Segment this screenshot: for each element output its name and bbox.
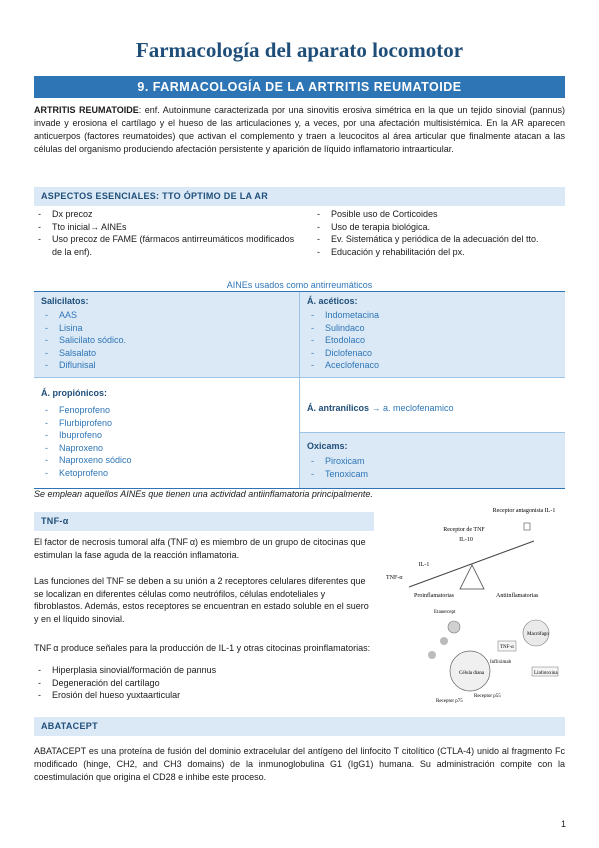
salicilatos-title: Salicilatos: <box>41 296 89 306</box>
list-item: - Ev. Sistemática y periódica de la adecuación del tto. <box>313 233 565 246</box>
diagram-label-p55: Receptor p55 <box>474 694 501 699</box>
table-divider <box>299 292 300 488</box>
tnf-paragraph-3: TNF α produce señales para la producción de IL-1 y otras citocinas proinflamatorias: <box>34 643 371 653</box>
intro-paragraph <box>34 104 565 156</box>
diagram-label-receptor-tnf: Receptor de TNF <box>443 527 485 533</box>
list-item: - Tenoxicam <box>307 468 558 481</box>
page-number: 1 <box>560 819 566 829</box>
list-item: - Flurbiprofeno <box>41 417 292 430</box>
arrow-icon: → <box>369 403 384 413</box>
antranilicos-cell <box>300 378 565 432</box>
oxicams-title: Oxicams: <box>307 441 348 451</box>
diagram-label-il10: IL-10 <box>459 537 473 543</box>
list-item: - Diclofenaco <box>307 347 558 360</box>
list-item: - Fenoprofeno <box>41 404 292 417</box>
list-item: - Uso precoz de FAME (fármacos antirreumáticos modificados de la enf). <box>34 233 296 258</box>
list-item: - Diflunisal <box>41 359 292 372</box>
list-item: - AAS <box>41 309 292 322</box>
diagram-label-proinflamatorias: Proinflamatorias <box>414 593 454 599</box>
receptor-icon <box>524 523 530 530</box>
list-item: - Dx precoz <box>34 208 296 221</box>
abatacept-paragraph: ABATACEPT es una proteína de fusión del dominio extracelular del antígeno del linfocito T citolítico (CTLA-4) unido al fragmento Fc modificado (hinge, CH2, and CH3 domains) de la inmunoglobulina G1 (IgG1) humana. Su administración compite con la coestimulación que origina el CD28 e inhibe este proceso. <box>34 746 565 782</box>
intro-term: ARTRITIS REUMATOIDE <box>34 105 139 115</box>
list-item: - Degeneración del cartílago <box>34 677 374 690</box>
aspectos-left-list <box>34 208 296 258</box>
diagram-label-infliximab: Infliximab <box>490 660 512 665</box>
intro-text: : enf. Autoinmune caracterizada por una sinovitis erosiva simétrica en la que un tejido sinovial (pannus) invade y erosiona el cartílago y el hueso de las articulaciones y, a veces, por una afectación multisistémica. En la AR aparecen anticuerpos (factores reumatoides) que activan el complemento y traen a leucocitos al área articular que finalmente atacan a las células del organismo produciendo afectación persistente y aparición de líquido inflamatorio intraarticular. <box>34 105 566 154</box>
aines-note: Se emplean aquellos AINEs que tienen una actividad antiinflamatoria principalmente. <box>34 489 373 499</box>
aines-table-title: AINEs usados como antirreumáticos <box>226 280 373 290</box>
antranilicos-value: a. meclofenamico <box>383 403 454 413</box>
aspectos-right-list <box>313 208 565 258</box>
salicilatos-cell <box>34 292 299 377</box>
diagram-label-tnfa: TNF-α <box>386 575 403 581</box>
diagram-label-macrofago: Macrófago <box>527 632 549 637</box>
list-item: - Ketoprofeno <box>41 467 292 480</box>
aceticos-cell <box>300 292 565 377</box>
aspectos-heading: ASPECTOS ESENCIALES: TTO ÓPTIMO DE LA AR <box>34 187 565 206</box>
list-item: - Tto inicial→ AINEs <box>34 221 296 234</box>
list-item: - Lisina <box>41 322 292 335</box>
list-item: - Indometacina <box>307 309 558 322</box>
list-item: - Etodolaco <box>307 334 558 347</box>
list-item: - Ibuprofeno <box>41 429 292 442</box>
antranilicos-title: Á. antranílicos <box>307 403 370 413</box>
aceticos-title: Á. acéticos: <box>307 296 358 306</box>
list-item: - Educación y rehabilitación del px. <box>313 246 565 259</box>
diagram-label-etanercept: Etanercept <box>434 610 456 615</box>
tnf-balance-diagram <box>384 503 564 703</box>
document-title: Farmacología del aparato locomotor <box>135 38 464 62</box>
receptor-icon <box>440 637 448 645</box>
diagram-label-tnf-small: TNF-α <box>500 645 514 650</box>
diagram-label-celula-diana: Célula diana <box>459 671 485 676</box>
list-item: - Naproxeno <box>41 442 292 455</box>
receptor-icon <box>428 651 436 659</box>
diagram-label-receptor-antagonista: Receptor antagonista IL-1 <box>492 508 556 514</box>
tnf-paragraph-1: El factor de necrosis tumoral alfa (TNF α) es miembro de un grupo de citocinas que estimulan la fase aguda de la reacción inflamatoria. <box>34 537 366 560</box>
list-item: - Erosión del hueso yuxtaarticular <box>34 689 374 702</box>
aines-table <box>34 291 565 489</box>
tnf-effects-list <box>34 664 374 702</box>
list-item: - Salsalato <box>41 347 292 360</box>
balance-fulcrum <box>460 565 484 589</box>
diagram-label-il1: IL-1 <box>418 562 430 568</box>
tnf-heading: TNF-α <box>34 512 374 531</box>
diagram-label-antiinflamatorias: Antiinflamatorias <box>496 593 539 599</box>
list-item: - Uso de terapia biológica. <box>313 221 565 234</box>
propionicos-title: Á. propiónicos: <box>41 388 107 398</box>
list-item: - Naproxeno sódico <box>41 454 292 467</box>
tnf-paragraph-2: Las funciones del TNF se deben a su unión a 2 receptores celulares diferentes que se localizan en diferentes células como neutrófilos, células endoteliales y fibroblastos. Además, estos receptores se encuentran en estado soluble en el suero y en el líquido sinovial. <box>34 576 369 624</box>
list-item: - Salicilato sódico. <box>41 334 292 347</box>
list-item: - Hiperplasia sinovial/formación de pannus <box>34 664 374 677</box>
propionicos-cell <box>34 378 299 488</box>
abatacept-heading: ABATACEPT <box>34 717 565 736</box>
oxicams-cell <box>300 433 565 488</box>
diagram-label-p75: Receptor p75 <box>436 699 463 703</box>
list-item: - Piroxicam <box>307 455 558 468</box>
list-item: - Sulindaco <box>307 322 558 335</box>
chapter-heading: 9. FARMACOLOGÍA DE LA ARTRITIS REUMATOIDE <box>34 76 565 98</box>
etanercept-icon <box>448 621 460 633</box>
list-item: - Posible uso de Corticoides <box>313 208 565 221</box>
list-item: - Aceclofenaco <box>307 359 558 372</box>
diagram-label-linfotoxina: Linfotoxina <box>534 671 558 676</box>
